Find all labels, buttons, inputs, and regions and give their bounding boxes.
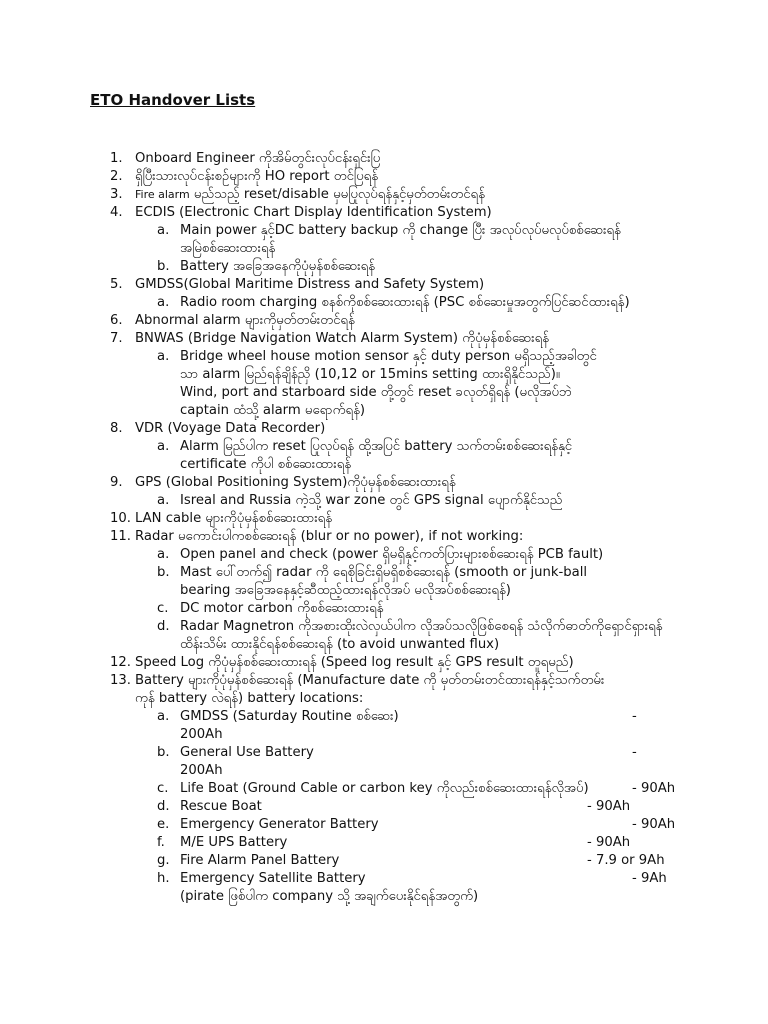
battery-capacity: - [632, 745, 637, 760]
sub-text: ထိန်းသိမ်း ထားနိုင်ရန်စစ်ဆေးရန် (to avoid unwanted flux) [180, 637, 500, 652]
battery-capacity: - 7.9 or 9Ah [587, 853, 665, 868]
sub-letter: e. [157, 817, 170, 832]
fire-alarm-label: Fire alarm [135, 188, 190, 201]
item-text: Speed Log ကိုပုံမှန်စစ်ဆေးထားရန် (Speed log result နှင့် GPS result တူရမည်) [135, 655, 574, 670]
battery-name: Life Boat (Ground Cable or carbon key ကိုလည်းစစ်ဆေးထားရန်လိုအပ်) [180, 781, 589, 796]
item-number: 10. [110, 511, 131, 526]
sub-text: bearing အခြေအနေနှင့်ဆီထည့်ထားရန်လိုအပ် မလိုအပ်စစ်ဆေးရန်) [180, 583, 511, 598]
sub-letter: g. [157, 853, 170, 868]
sub-text: Radar Magnetron ကိုအစားထိုးလဲလှယ်ပါက လိုအပ်သလိုဖြစ်စေရန် သံလိုက်ဓာတ်ကိုရှောင်ရှားရန် [180, 619, 663, 634]
sub-text: Open panel and check (power ရှိမရှိနှင့်ကတ်ပြားများစစ်ဆေးရန် PCB fault) [180, 547, 604, 562]
item-text: VDR (Voyage Data Recorder) [135, 421, 326, 436]
sub-letter: d. [157, 619, 170, 634]
item-number: 12. [110, 655, 131, 670]
sub-text: Battery အခြေအနေကိုပုံမှန်စစ်ဆေးရန် [180, 259, 376, 274]
item-text: ကုန် battery လဲရန်) battery locations: [135, 691, 364, 706]
sub-text: Isreal and Russia ကဲ့သို့ war zone တွင် GPS signal ပျောက်နိုင်သည် [180, 493, 563, 508]
sub-text: Main power နှင့်DC battery backup ကို change ပြီး အလုပ်လုပ်မလုပ်စစ်ဆေးရန် [180, 223, 621, 238]
item-number: 4. [110, 205, 123, 220]
page-title: ETO Handover Lists [90, 91, 256, 109]
item-number: 5. [110, 277, 123, 292]
battery-capacity: - 9Ah [632, 871, 667, 886]
item-number: 11. [110, 529, 131, 544]
item-text: Battery များကိုပုံမှန်စစ်ဆေးရန် (Manufacture date ကို မှတ်တမ်းတင်ထားရန်နှင့်သက်တမ်း [135, 673, 605, 688]
item-text: GMDSS(Global Maritime Distress and Safety System) [135, 277, 485, 292]
battery-capacity: - 90Ah [632, 817, 676, 832]
sub-letter: c. [157, 601, 169, 616]
sub-text: Wind, port and starboard side တို့တွင် reset ခလုတ်ရှိရန် (မလိုအပ်ဘဲ [180, 385, 572, 400]
battery-capacity: - [632, 709, 637, 724]
item-number: 1. [110, 151, 123, 166]
item-text: LAN cable များကိုပုံမှန်စစ်ဆေးထားရန် [135, 511, 333, 526]
battery-capacity: - 90Ah [587, 799, 631, 814]
sub-text: captain ထံသို့ alarm မရောက်ရန်) [180, 403, 366, 418]
sub-text: Mast ပေါ်တက်၍ radar ကို ရေစိုခြင်းရှိမရှိစစ်ဆေးရန် (smooth or junk-ball [180, 565, 588, 580]
sub-letter: f. [157, 835, 165, 850]
sub-text: Bridge wheel house motion sensor နှင့် duty person မရှိသည့်အခါတွင် [180, 349, 597, 364]
battery-name: Fire Alarm Panel Battery [180, 853, 340, 868]
sub-text: အမြဲစစ်ဆေးထားရန် [180, 241, 276, 256]
item-number: 9. [110, 475, 123, 490]
item-text: ရှိပြီးသားလုပ်ငန်းစဉ်များကို HO report တင်ပြရန် [135, 169, 379, 184]
sub-letter: a. [157, 709, 170, 724]
battery-name: Emergency Satellite Battery [180, 871, 366, 886]
sub-letter: b. [157, 259, 170, 274]
sub-letter: c. [157, 781, 169, 796]
sub-text: certificate ကိုပါ စစ်ဆေးထားရန် [180, 457, 352, 472]
battery-capacity: - 90Ah [587, 835, 631, 850]
battery-name: Rescue Boat [180, 799, 262, 814]
sub-letter: d. [157, 799, 170, 814]
item-number: 7. [110, 331, 123, 346]
item-number: 8. [110, 421, 123, 436]
battery-name: Emergency Generator Battery [180, 817, 379, 832]
sub-text: Radio room charging စနစ်ကိုစစ်ဆေးထားရန် (PSC စစ်ဆေးမှုအတွက်ပြင်ဆင်ထားရန်) [180, 295, 630, 310]
battery-name: General Use Battery [180, 745, 314, 760]
item-text [135, 186, 485, 204]
battery-capacity: - 90Ah [632, 781, 676, 796]
sub-letter: a. [157, 547, 170, 562]
item-text-rest: မည်သည့် reset/disable မှမပြုလုပ်ရန်နှင့်မှတ်တမ်းတင်ရန် [193, 187, 485, 202]
item-text: Radar မကောင်းပါကစစ်ဆေးရန် (blur or no power), if not working: [135, 529, 524, 544]
item-text: ECDIS (Electronic Chart Display Identification System) [135, 205, 492, 220]
sub-letter: b. [157, 565, 170, 580]
item-number: 3. [110, 187, 123, 202]
item-text: GPS (Global Positioning System)ကိုပုံမှန်စစ်ဆေးထားရန် [135, 475, 456, 490]
battery-capacity: 200Ah [180, 727, 223, 742]
item-number: 13. [110, 673, 131, 688]
sub-text: DC motor carbon ကိုစစ်ဆေးထားရန် [180, 601, 384, 616]
battery-name: GMDSS (Saturday Routine စစ်ဆေး) [180, 709, 399, 724]
sub-letter: a. [157, 223, 170, 238]
sub-text: Alarm မြည်ပါက reset ပြုလုပ်ရန် ထို့အပြင် battery သက်တမ်းစစ်ဆေးရန်နှင့် [180, 439, 573, 454]
sub-letter: h. [157, 871, 170, 886]
sub-letter: a. [157, 349, 170, 364]
sub-letter: b. [157, 745, 170, 760]
sub-letter: a. [157, 493, 170, 508]
item-text: Onboard Engineer ကိုအိမ်တွင်းလုပ်ငန်းရှင်းပြ [135, 151, 381, 166]
battery-capacity: 200Ah [180, 763, 223, 778]
sub-letter: a. [157, 439, 170, 454]
battery-note: (pirate ဖြစ်ပါက company သို့ အချက်ပေးနိုင်ရန်အတွက်) [180, 889, 479, 904]
item-text: BNWAS (Bridge Navigation Watch Alarm System) ကိုပုံမှန်စစ်ဆေးရန် [135, 331, 549, 346]
item-number: 6. [110, 313, 123, 328]
item-text: Abnormal alarm များကိုမှတ်တမ်းတင်ရန် [135, 313, 355, 328]
sub-letter: a. [157, 295, 170, 310]
sub-text: သာ alarm မြည်ရန်ချိန်ညှိ (10,12 or 15mins setting ထားရှိနိုင်သည်)။ [180, 367, 560, 382]
item-number: 2. [110, 169, 123, 184]
battery-name: M/E UPS Battery [180, 835, 288, 850]
